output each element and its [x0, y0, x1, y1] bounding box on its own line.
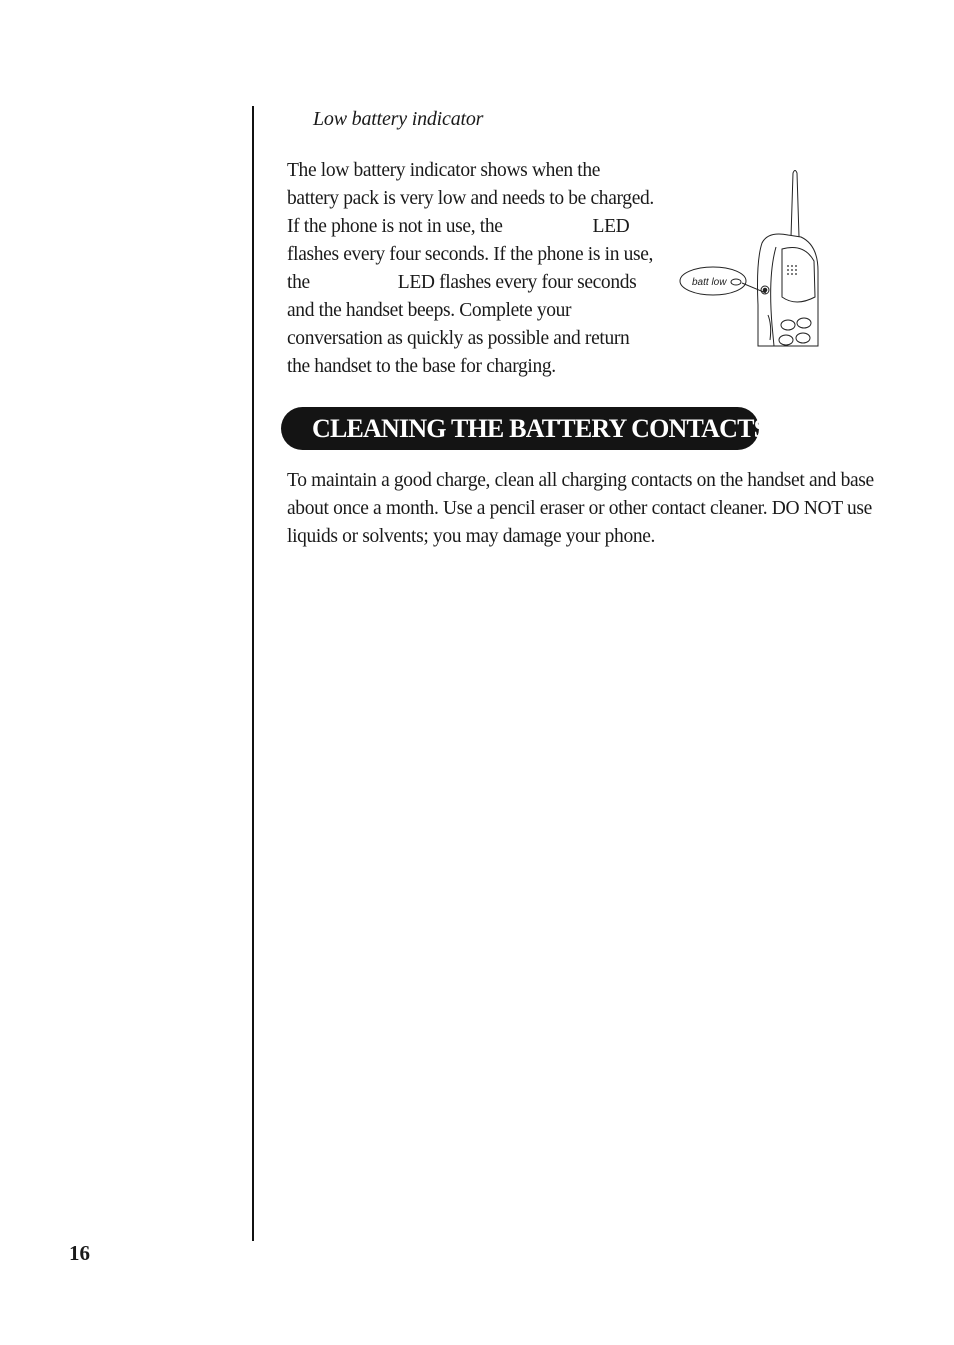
- text-line: To maintain a good charge, clean all charging contacts on the handset and base: [287, 470, 874, 491]
- text-line: The low battery indicator shows when the: [287, 160, 601, 181]
- text-line: the handset to the base for charging.: [287, 356, 556, 377]
- page-number: 16: [69, 1241, 90, 1265]
- text-line: [287, 269, 667, 297]
- text-line: flashes every four seconds. If the phone is in use,: [287, 244, 654, 265]
- text-line: [287, 213, 667, 241]
- text-line: liquids or solvents; you may damage your phone.: [287, 526, 656, 547]
- handset-drawing: [676, 165, 826, 355]
- section-banner: [281, 407, 768, 450]
- text-line: about once a month. Use a pencil eraser or other contact cleaner. DO NOT use: [287, 498, 872, 519]
- text-line: and the handset beeps. Complete your: [287, 300, 572, 321]
- batt-low-label: batt low: [692, 277, 727, 288]
- cleaning-paragraph: [287, 467, 927, 551]
- text-line: conversation as quickly as possible and return: [287, 328, 630, 349]
- text-fragment: LED flashes every four seconds: [397, 272, 637, 293]
- section-title: CLEANING THE BATTERY CONTACTS: [312, 413, 768, 443]
- text-fragment: the: [287, 272, 310, 293]
- text-fragment: If the phone is not in use, the: [287, 216, 503, 237]
- handset-illustration: [676, 165, 826, 355]
- led-label: LED: [592, 216, 630, 237]
- subheading: Low battery indicator: [313, 108, 484, 130]
- margin-rule: [252, 106, 254, 1241]
- low-battery-paragraph: [287, 157, 667, 381]
- text-line: battery pack is very low and needs to be charged.: [287, 188, 654, 209]
